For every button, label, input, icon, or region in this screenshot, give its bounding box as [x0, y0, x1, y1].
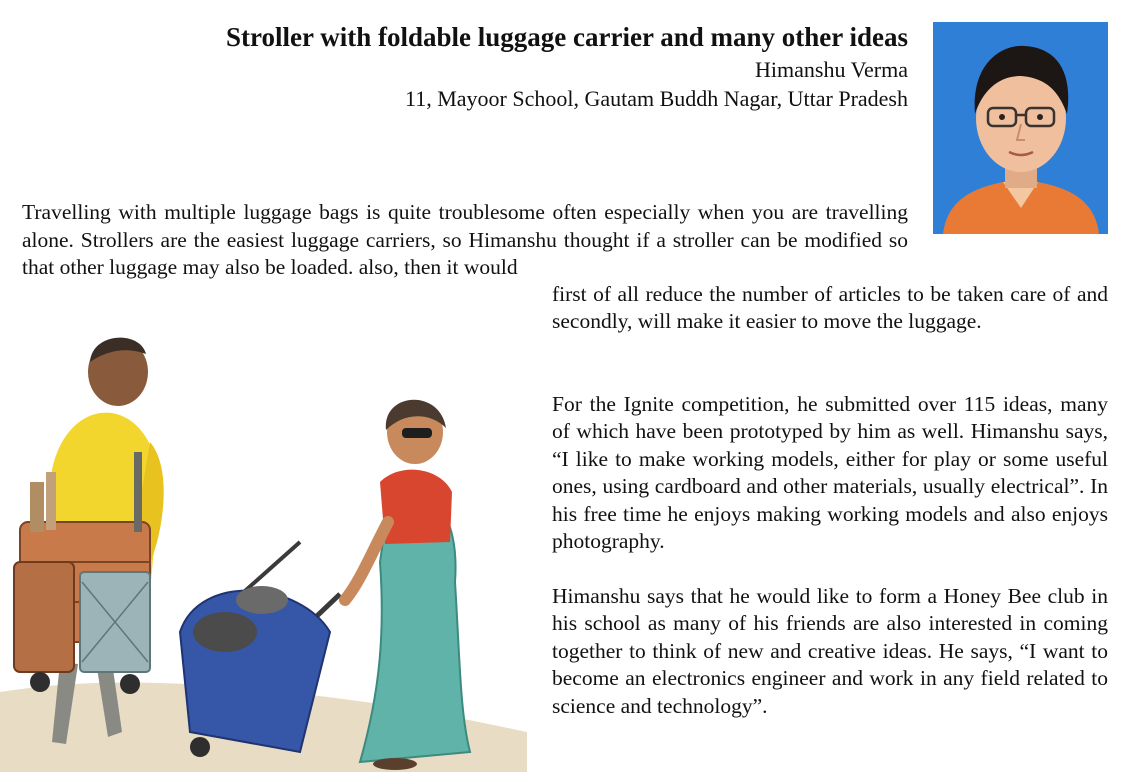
school-address: 11, Mayoor School, Gautam Buddh Nagar, Uttar Pradesh — [405, 86, 908, 111]
intro-paragraph: Travelling with multiple luggage bags is quite troublesome often especially when you are travelling alone. Strollers are the easiest luggage carriers, so Himanshu thought if a stroller can be modified so that other luggage may also be loaded. also, then it would — [22, 200, 908, 279]
stroller-illustration — [0, 332, 527, 772]
body-paragraph-3: Himanshu says that he would like to form a Honey Bee club in his school as many of his friends are also interested in coming together to think of new and creative ideas. He says, “I want to become an electronics engineer and work in any field related to science and technology”. — [552, 584, 1108, 718]
body-paragraph-2: For the Ignite competition, he submitted over 115 ideas, many of which have been prototyped by him as well. Himanshu says, “I like to make working models, either for play or some useful ones, using cardboard and other materials, usually electrical”. In his free time he enjoys making working models and also enjoys photography. — [552, 392, 1108, 554]
author-name: Himanshu Verma — [755, 57, 908, 82]
article-title: Stroller with foldable luggage carrier and many other ideas — [226, 22, 908, 52]
author-photo — [933, 22, 1108, 234]
body-paragraph-1: first of all reduce the number of articles to be taken care of and secondly, will make it easier to move the luggage. — [552, 282, 1108, 334]
